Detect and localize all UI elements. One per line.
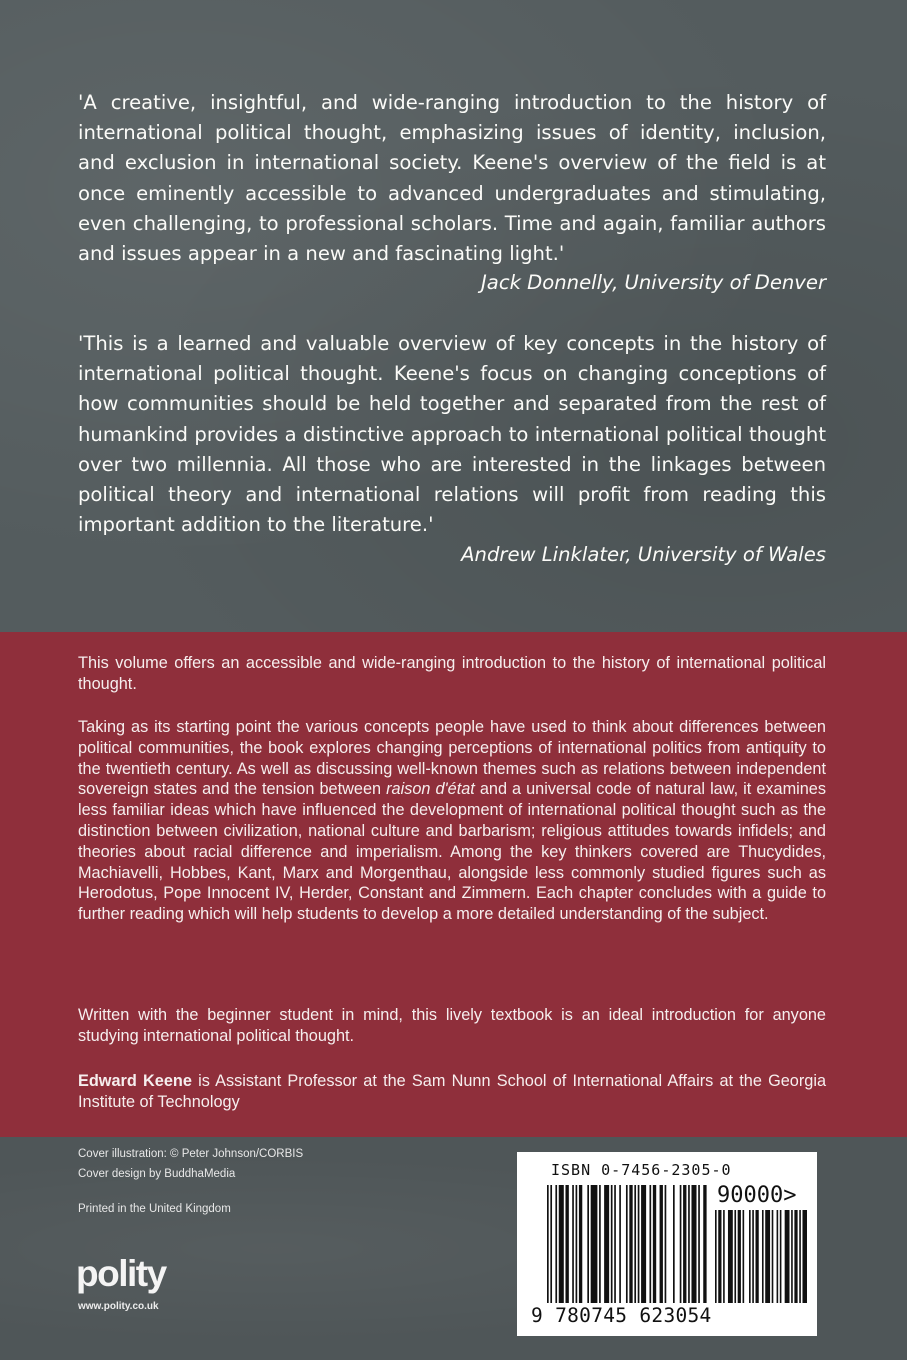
- barcode-bar: [762, 1210, 764, 1303]
- barcode-bar: [587, 1185, 589, 1303]
- barcode-bar: [572, 1185, 574, 1303]
- publisher-url: www.polity.co.uk: [78, 1301, 159, 1312]
- barcode-bar: [728, 1210, 733, 1303]
- barcode-bar: [649, 1185, 651, 1303]
- barcode-bar: [599, 1185, 601, 1303]
- testimonial-panel: [0, 0, 907, 632]
- barcode-bar: [799, 1210, 801, 1303]
- barcode-bar: [550, 1185, 552, 1303]
- quote-2-text: 'This is a learned and valuable overview of key concepts in the history of international political thought. Keene's focus on changing conceptions of how communities should be held together and separated from the rest of humankind provides a distinctive approach to international political thought over two millennia. All those who are interested in the linkages between political theory and international relations will profit from reading this important addition to the literature.': [78, 332, 826, 537]
- barcode-bar: [777, 1210, 779, 1303]
- barcode-bar: [734, 1210, 736, 1303]
- barcode-bar: [629, 1185, 632, 1303]
- author-bio: [78, 1071, 826, 1113]
- ean-number: 9 780745 623054: [531, 1304, 712, 1327]
- barcode-bar: [715, 1210, 717, 1303]
- cover-design-credit: Cover design by BuddhaMedia: [78, 1168, 236, 1180]
- cover-illustration-credit: Cover illustration: © Peter Johnson/CORBIS: [78, 1148, 304, 1160]
- barcode-bar: [634, 1185, 636, 1303]
- barcode-bar: [698, 1185, 700, 1303]
- barcode-bar: [653, 1185, 656, 1303]
- barcode-bar: [683, 1185, 686, 1303]
- quote-1-attribution: Jack Donnelly, University of Denver: [481, 271, 826, 294]
- barcode-bar: [555, 1185, 557, 1303]
- barcode-bar: [785, 1210, 790, 1303]
- isbn-barcode: [517, 1152, 817, 1336]
- barcode-bar: [794, 1210, 797, 1303]
- barcode-bar: [743, 1210, 745, 1303]
- barcode-bar: [619, 1185, 621, 1303]
- barcode-bar: [703, 1185, 706, 1303]
- barcode-bar: [665, 1185, 667, 1303]
- polity-logo: polity: [76, 1253, 166, 1294]
- barcode-bar: [559, 1185, 564, 1303]
- barcode-bar: [576, 1185, 578, 1303]
- barcode-bar: [749, 1210, 751, 1303]
- barcode-bar: [723, 1210, 725, 1303]
- description-audience: Written with the beginner student in mind, this lively textbook is an ideal introduction for anyone studying international political thought.: [78, 1006, 826, 1045]
- barcode-bar: [614, 1185, 616, 1303]
- description-intro: This volume offers an accessible and wide-ranging introduction to the history of international political thought.: [78, 654, 826, 693]
- barcode-bar: [752, 1210, 754, 1303]
- barcode-bar: [660, 1185, 663, 1303]
- description-main-part2: and a universal code of natural law, it examines less familiar ideas which have influenced the development of international political thought such as the distinction between civilization, national culture and barbarism; religious attitudes towards infidels; and theories about racial difference and imperialism. Among the key thinkers covered are Thucydides, Machiavelli, Hobbes, Kant, Marx and Morgenthau, alongside less commonly studied figures such as Herodotus, Pope Innocent IV, Herder, Constant and Zimmern. Each chapter concludes with a guide to further reading which will help students to develop a more detailed understanding of the subject.: [78, 780, 827, 924]
- barcode-bar: [718, 1210, 721, 1303]
- barcode-bar: [691, 1185, 696, 1303]
- barcode-bar: [756, 1210, 759, 1303]
- description-main-part1: Taking as its starting point the various concepts people have used to think about differences between political communities, the book explores changing perceptions of international politics from antiquity to the twentieth century. As well as discussing well-known themes such as relations between independent sovereign states and the tension between: [78, 718, 826, 799]
- barcode-bar: [638, 1185, 640, 1303]
- barcode-bar: [791, 1210, 793, 1303]
- quote-1-text: 'A creative, insightful, and wide-ranging introduction to the history of international political thought, emphasizing issues of identity, inclusion, and exclusion in international society. Keene's overview of the field is at once eminently accessible to advanced undergraduates and stimulating, even challenging, to professional scholars. Time and again, familiar authors and issues appear in a new and fascinating light.': [78, 91, 826, 266]
- description-main: [78, 717, 826, 925]
- barcode-bar: [579, 1185, 582, 1303]
- author-name: Edward Keene: [78, 1072, 192, 1090]
- barcode-bar: [604, 1185, 609, 1303]
- barcode-bar: [688, 1185, 690, 1303]
- ean-bars: [547, 1185, 707, 1303]
- barcode-bar: [611, 1185, 613, 1303]
- barcode-bar: [738, 1210, 741, 1303]
- isbn-label: ISBN 0-7456-2305-0: [551, 1161, 732, 1179]
- barcode-bar: [780, 1210, 782, 1303]
- barcode-bar: [802, 1210, 807, 1303]
- printed-in-note: Printed in the United Kingdom: [78, 1203, 231, 1215]
- addon-bars: [715, 1210, 807, 1303]
- description-band: [0, 632, 907, 1137]
- barcode-bar: [565, 1185, 568, 1303]
- barcode-bar: [547, 1185, 549, 1303]
- author-bio-text: is Assistant Professor at the Sam Nunn School of International Affairs at the Georgia Institute of Technology: [78, 1072, 827, 1111]
- quote-2-attribution: Andrew Linklater, University of Wales: [461, 543, 826, 566]
- barcode-bar: [673, 1185, 675, 1303]
- barcode-bar: [591, 1185, 598, 1303]
- description-italic-term: raison d'état: [386, 780, 475, 799]
- barcode-bar: [765, 1210, 770, 1303]
- barcode-bar: [641, 1185, 646, 1303]
- barcode-bar: [680, 1185, 682, 1303]
- barcode-bar: [772, 1210, 774, 1303]
- price-code: 90000>: [717, 1183, 797, 1208]
- barcode-bar: [626, 1185, 628, 1303]
